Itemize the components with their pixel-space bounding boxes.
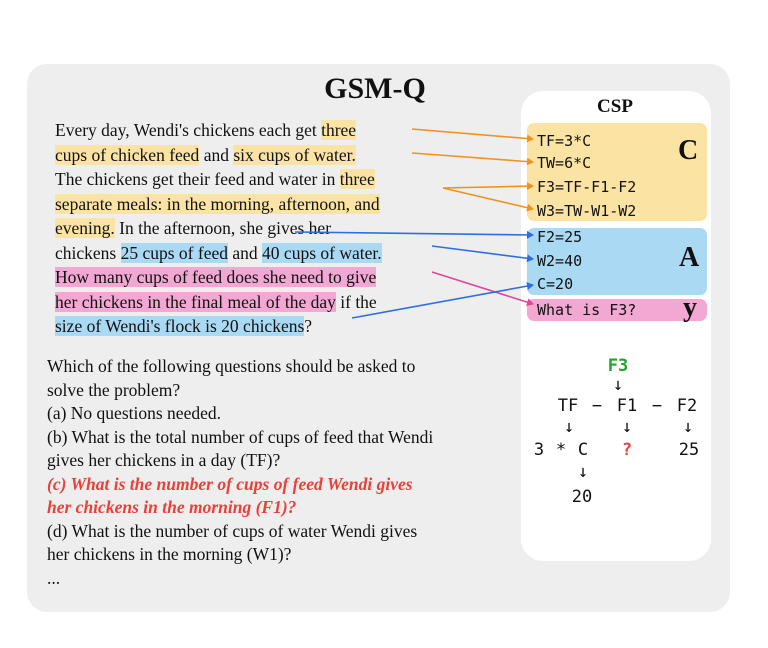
highlight-target: How many cups of feed does she need to give (55, 267, 377, 287)
highlight-constraint: three (339, 169, 375, 189)
highlight-constraint: three (321, 120, 357, 140)
target-question: What is F3? (537, 301, 637, 319)
story-text: ? (304, 316, 313, 336)
highlight-assignment: size of Wendi's flock is 20 chickens (55, 316, 305, 336)
option-c-correct: (c) What is the number of cups of feed Wendi gives (47, 473, 413, 494)
arrow-meals-to-w3 (443, 188, 533, 209)
tree-node-f2: F2 (676, 396, 698, 416)
constraint-equation: TF=3*C (537, 132, 592, 150)
story-text: if the (335, 291, 377, 312)
story-text: and (228, 242, 263, 263)
option-b: gives her chickens in a day (TF)? (47, 450, 281, 470)
target-label: y (683, 292, 697, 323)
tree-node-f1: F1 (616, 396, 638, 416)
highlight-constraint: cups of chicken feed (55, 144, 200, 165)
tree-arrow-down: ↓ (612, 375, 624, 395)
highlight-assignment: 40 cups of water. (262, 242, 382, 263)
question-prompt: Which of the following questions should be asked to (47, 356, 416, 376)
tree-node-25: 25 (678, 440, 700, 460)
constraints-label: C (678, 135, 699, 166)
story-text: chickens (55, 242, 121, 263)
tree-root-f3: F3 (607, 356, 629, 376)
arrow-meals-to-f3 (443, 186, 533, 188)
tree-node-tf: TF (557, 396, 579, 416)
highlight-constraint: evening. (55, 218, 115, 238)
highlight-constraint: separate meals: in the morning, afternoon, and (55, 193, 380, 214)
tree-minus: − (591, 396, 603, 416)
option-d: (d) What is the number of cups of water Wendi gives (47, 520, 418, 541)
figure-title: GSM-Q (324, 72, 426, 105)
tree-times: * (555, 440, 567, 460)
constraint-equation: F3=TF-F1-F2 (537, 178, 637, 196)
option-b: (b) What is the total number of cups of feed that Wendi (47, 426, 434, 447)
highlight-assignment: 25 cups of feed (120, 242, 229, 263)
tree-arrow-down: ↓ (682, 417, 694, 437)
tree-node-c: C (577, 440, 589, 460)
arrow-flock-to-c (352, 285, 533, 318)
arrow-six-to-tw (412, 153, 533, 162)
story-text: Every day, Wendi's chickens each get (55, 120, 322, 140)
story-text: The chickens get their feed and water in (55, 169, 340, 189)
option-a: (a) No questions needed. (47, 403, 221, 423)
tree-arrow-down: ↓ (621, 417, 633, 437)
constraint-equation: W3=TW-W1-W2 (537, 202, 637, 220)
highlight-target: her chickens in the final meal of the day (55, 291, 336, 312)
tree-arrow-down: ↓ (577, 462, 589, 482)
option-d: her chickens in the morning (W1)? (47, 544, 292, 564)
story-text: and (199, 144, 234, 165)
constraint-equation: TW=6*C (537, 154, 592, 172)
arrow-water-to-w2 (432, 246, 533, 259)
assignment-equation: C=20 (537, 275, 574, 293)
tree-arrow-down: ↓ (563, 417, 575, 437)
assignment-equation: W2=40 (537, 252, 583, 270)
assignments-label: A (679, 242, 700, 273)
story-text: In the afternoon, she gives her (114, 218, 332, 238)
option-c-correct: her chickens in the morning (F1)? (47, 497, 297, 517)
tree-unknown-f1: ? (621, 440, 633, 460)
tree-minus: − (651, 396, 663, 416)
csp-title: CSP (597, 96, 633, 117)
assignment-equation: F2=25 (537, 228, 583, 246)
tree-node-3: 3 (533, 440, 545, 460)
more-options-ellipsis: ... (47, 567, 61, 588)
highlight-constraint: six cups of water. (233, 144, 356, 165)
question-prompt: solve the problem? (47, 379, 181, 400)
tree-node-20: 20 (571, 487, 593, 507)
arrow-three-to-tf (412, 129, 533, 139)
arrow-feed-to-f2 (295, 232, 533, 235)
